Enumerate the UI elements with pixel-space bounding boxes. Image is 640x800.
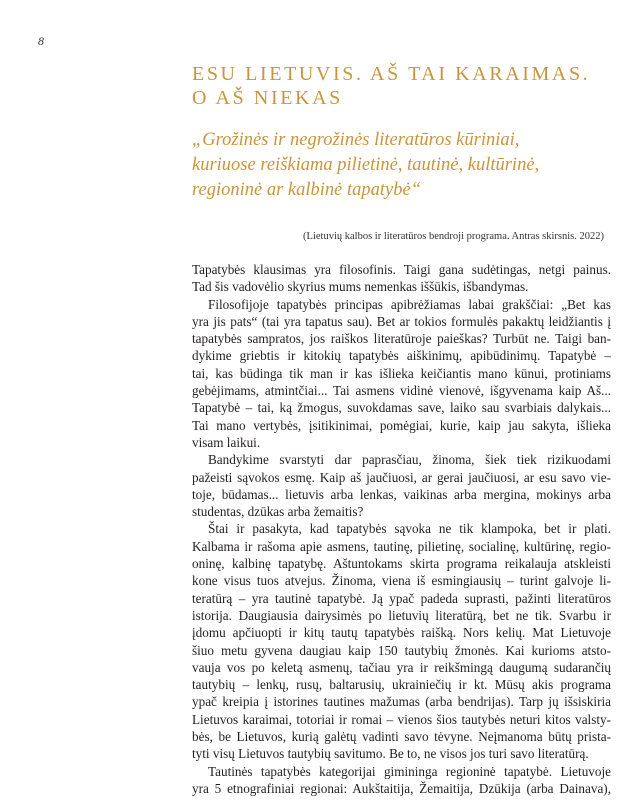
body-line: šiuo metu gyvena daugiau kaip 150 tautybių žmonės. Kai kurioms atsto-	[192, 642, 611, 658]
body-line: Tapatybė – tai, ką žmogus, suvokdamas save, laiko sau svarbiais dalykais...	[192, 400, 611, 416]
body-line: yra jis pats“ (tai yra tapatus sau). Bet ar tokios formulės pakaktų leidžiantis į	[192, 313, 611, 329]
body-line: tautybių – lenkų, rusų, baltarusių, ukrainiečių ir kt. Mūsų akis programa	[192, 677, 611, 693]
body-line: Kalbama ir rašoma apie asmens, tautinę, pilietinę, socialinę, kultūrinę, regio-	[192, 538, 611, 554]
page-number: 8	[38, 34, 44, 48]
body-line: oninę, kalbinę tapatybę. Aštuntokams skirta programa reikalauja atskleisti	[192, 556, 611, 572]
epigraph-line: kuriuose reiškiama pilietinė, tautinė, kultūrinė,	[192, 155, 540, 175]
body-line: toje, būdamas... lietuvis arba lenkas, vaikinas arba mergina, mokinys arba	[192, 486, 611, 502]
body-line: studentas, dzūkas arba žemaitis?	[192, 504, 364, 520]
body-line: bės, be Lietuvos, kurią galėtų vadinti savo tėvyne. Neįmanoma būtų prista-	[192, 729, 611, 745]
body-line: teratūrą – yra tautinė tapatybė. Ją ypač padeda suprasti, pažinti literatūros	[192, 590, 611, 606]
body-line: visam laikui.	[192, 434, 261, 450]
body-line: tyti visų Lietuvos tautybių savitumo. Be to, ne visos jos turi savo literatūrą.	[192, 746, 589, 762]
body-line: Štai ir pasakyta, kad tapatybės sąvoka ne tik klampoka, bet ir plati.	[208, 521, 611, 537]
epigraph-line: „Grožinės ir negrožinės literatūros kūriniai,	[192, 130, 520, 150]
body-line: ypač kreipia į istorines tautines mažumas (arba bendrijas). Tarp jų išsiskiria	[192, 694, 611, 710]
body-line: pažeisti sąvokos esmę. Kaip aš jaučiuosi, ar gerai jaučiuosi, ar esu savo vie-	[192, 469, 611, 485]
body-line: tai, kas būdinga tik man ir kas išlieka keičiantis mano kūnui, protiniams	[192, 365, 611, 381]
epigraph-quote	[192, 128, 612, 203]
body-line: dykime griebtis ir kitokių tapatybės aiškinimų, apibūdinimų. Tapatybė –	[192, 348, 611, 364]
body-line: kone visus tuos atvejus. Žinoma, viena iš esmingiausių – turint galvoje li-	[192, 573, 611, 589]
body-line: Tapatybės klausimas yra filosofinis. Taigi gana sudėtingas, netgi painus.	[192, 262, 611, 277]
chapter-title-line: ESU LIETUVIS. AŠ TAI KARAIMAS.	[192, 63, 591, 85]
body-line: Tautinės tapatybės kategorijai giminingа regioninė tapatybė. Lietuvoje	[208, 763, 611, 779]
body-line: tapatybės sampratos, jos raiškos literatūroje paieškas? Turbūt ne. Taigi ban-	[192, 331, 611, 347]
chapter-title-line: O AŠ NIEKAS	[192, 87, 343, 109]
body-line: Filosofijoje tapatybės principas apibrėžiamas labai grakščiai: „Bet kas	[208, 296, 611, 312]
epigraph-line: regioninė ar kalbinė tapatybė“	[192, 180, 421, 200]
epigraph-source: (Lietuvių kalbos ir literatūros bendroji programa. Antras skirsnis. 2022)	[303, 231, 604, 242]
body-line: gebėjimams, atmintčiai... Tai asmens vidinė vienovė, išgyvenama kaip Aš...	[192, 383, 611, 399]
body-line: yra 5 etnografiniai regionai: Aukštaitija, Žemaitija, Dzūkija (arba Dainava),	[192, 780, 611, 796]
body-line: istorija. Daugiausia dairysimės po lietuvių literatūrą, bet ne tik. Svarbu ir	[192, 607, 611, 623]
chapter-title	[192, 62, 612, 110]
body-line: Tad šis vadovėlio skyrius mums nemenkas iššūkis, išbandymas.	[192, 279, 529, 295]
body-text	[192, 261, 611, 797]
body-line: Tai mano vertybės, įsitikinimai, pomėgiai, kurie, kaip jau sakyta, išlieka	[192, 417, 611, 433]
body-line: Lietuvos karaimai, totoriai ir romai – vienos šios tautybės neturi kitos valsty-	[192, 711, 611, 727]
body-line: vauja vos po keletą asmenų, tačiau yra ir reikšmingą daugumą sudarančių	[192, 659, 611, 675]
body-line: Bandykime svarstyti dar paprasčiau, žinoma, šiek tiek rizikuodami	[208, 452, 611, 468]
body-line: įdomu apčiuopti ir kitų tautų tapatybės raišką. Nors kelių. Mat Lietuvoje	[192, 625, 611, 641]
